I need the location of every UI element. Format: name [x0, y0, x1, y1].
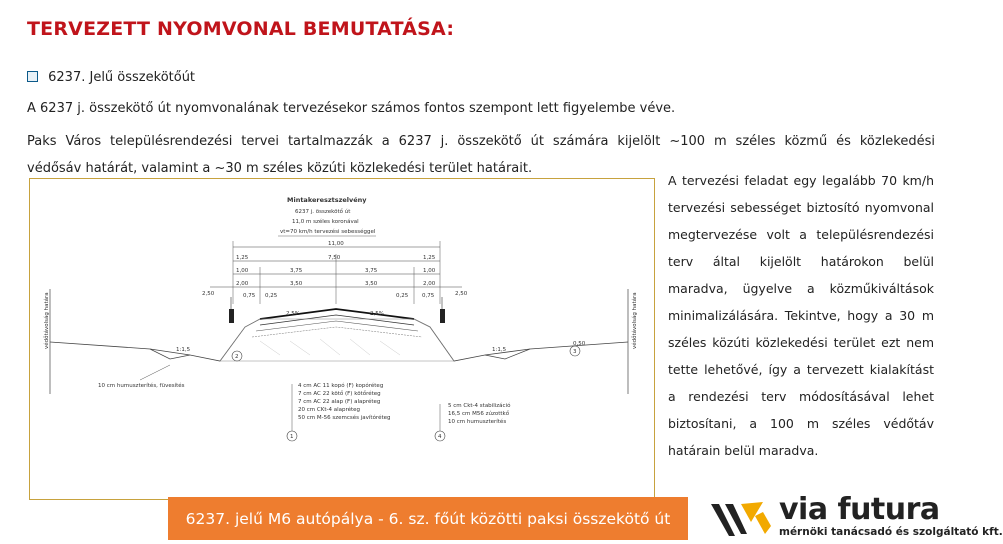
layer-left-4: 50 cm M-56 szemcsés javítóréteg	[298, 415, 391, 421]
left-ditch-label: 10 cm humuszterítés, füvesítés	[98, 383, 185, 389]
page-title: TERVEZETT NYOMVONAL BEMUTATÁSA:	[27, 18, 455, 40]
dim-r3-d: 2,00	[423, 281, 436, 287]
box-line3: vt=70 km/h tervezési sebességgel	[280, 229, 376, 235]
right-dim: 0,50	[573, 341, 586, 347]
side-description: A tervezési feladat egy legalább 70 km/h tervezési sebességet biztosító nyomvonal megtervezése volt a településrendezési terv által kijelölt határokon belül maradva, ügyelve a közműkiváltások minimalizálására. Tekintve, hogy a 30 m széles közúti közlekedési terület ezt nem tette lehetővé, így a tervezett kialakítást a rendezési terv módosításával lehet biztosítani, a 100 m széles védőtáv határain belül maradva.	[668, 173, 934, 458]
outer-left: 2,50	[202, 291, 215, 297]
box-line1: 6237 j. összekötő út	[295, 209, 351, 215]
paragraph-intro: A 6237 j. összekötő út nyomvonalának tervezésekor számos fontos szempont lett figyelembe véve.	[27, 101, 676, 116]
paragraph-plan-line2: védősáv határát, valamint a ~30 m széles közúti közlekedési terület határait.	[27, 161, 533, 176]
crossfall-right: 2,5%	[370, 311, 384, 317]
cross-section-drawing	[29, 178, 655, 500]
dim-total: 11,00	[328, 241, 344, 247]
company-logo	[707, 492, 1003, 540]
box-title: Mintakeresztszelvény	[287, 196, 367, 204]
bullet-item	[27, 70, 195, 85]
dim-r2-c: 3,75	[365, 268, 378, 274]
dim-r3-b: 3,50	[290, 281, 303, 287]
slope-right: 1:1,5	[492, 347, 507, 353]
dim-r4-a: 0,75	[243, 293, 256, 299]
slope-left: 1:1,5	[176, 347, 191, 353]
layer-left-0: 4 cm AC 11 kopó (F) kopóréteg	[298, 383, 384, 389]
layer-right-2: 10 cm humuszterítés	[448, 419, 507, 425]
dim-r1-c: 1,25	[423, 255, 436, 261]
bullet-label: 6237. Jelű összekötőút	[48, 70, 196, 85]
dim-r2-d: 1,00	[423, 268, 436, 274]
box-line2: 11,0 m széles koronával	[292, 219, 359, 225]
layer-left-2: 7 cm AC 22 alap (F) alapréteg	[298, 399, 381, 405]
crossfall-left: 2,5%	[286, 311, 300, 317]
dim-r4-b: 0,25	[265, 293, 278, 299]
outer-right: 2,50	[455, 291, 468, 297]
checkbox-bullet-icon	[27, 71, 38, 82]
marker-3: 3	[573, 349, 577, 355]
marker-4: 4	[438, 434, 442, 440]
dim-r2-a: 1,00	[236, 268, 249, 274]
dim-r4-d: 0,75	[422, 293, 435, 299]
dim-r3-c: 3,50	[365, 281, 378, 287]
paragraph-plan-line1: Paks Város településrendezési tervei tartalmazzák a 6237 j. összekötő út számára kijelölt ~100 m széles közmű és közlekedési	[27, 134, 935, 149]
dim-r2-b: 3,75	[290, 268, 303, 274]
dim-r1-a: 1,25	[236, 255, 249, 261]
logo-name: via futura	[779, 492, 940, 527]
marker-1: 1	[290, 434, 294, 440]
layer-left-1: 7 cm AC 22 kötő (F) kötőréteg	[298, 391, 381, 397]
marker-2: 2	[235, 354, 239, 360]
right-edge-label: védőtávolság határa	[632, 292, 638, 349]
left-edge-label: védőtávolság határa	[44, 292, 50, 349]
layer-right-0: 5 cm Ckt-4 stabilizáció	[448, 403, 511, 409]
logo-subtitle: mérnöki tanácsadó és szolgáltató kft.	[779, 526, 1003, 538]
via-futura-logo-icon	[707, 496, 777, 540]
footer-bar	[168, 497, 688, 540]
dim-r4-c: 0,25	[396, 293, 409, 299]
layer-left-3: 20 cm CKt-4 alapréteg	[298, 407, 361, 413]
footer-text: 6237. jelű M6 autópálya - 6. sz. főút közötti paksi összekötő út	[185, 510, 671, 528]
cross-section-svg	[30, 179, 654, 499]
dim-r3-a: 2,00	[236, 281, 249, 287]
layer-right-1: 16,5 cm M56 zúzottkő	[448, 411, 510, 417]
dim-r1-b: 7,50	[328, 255, 341, 261]
